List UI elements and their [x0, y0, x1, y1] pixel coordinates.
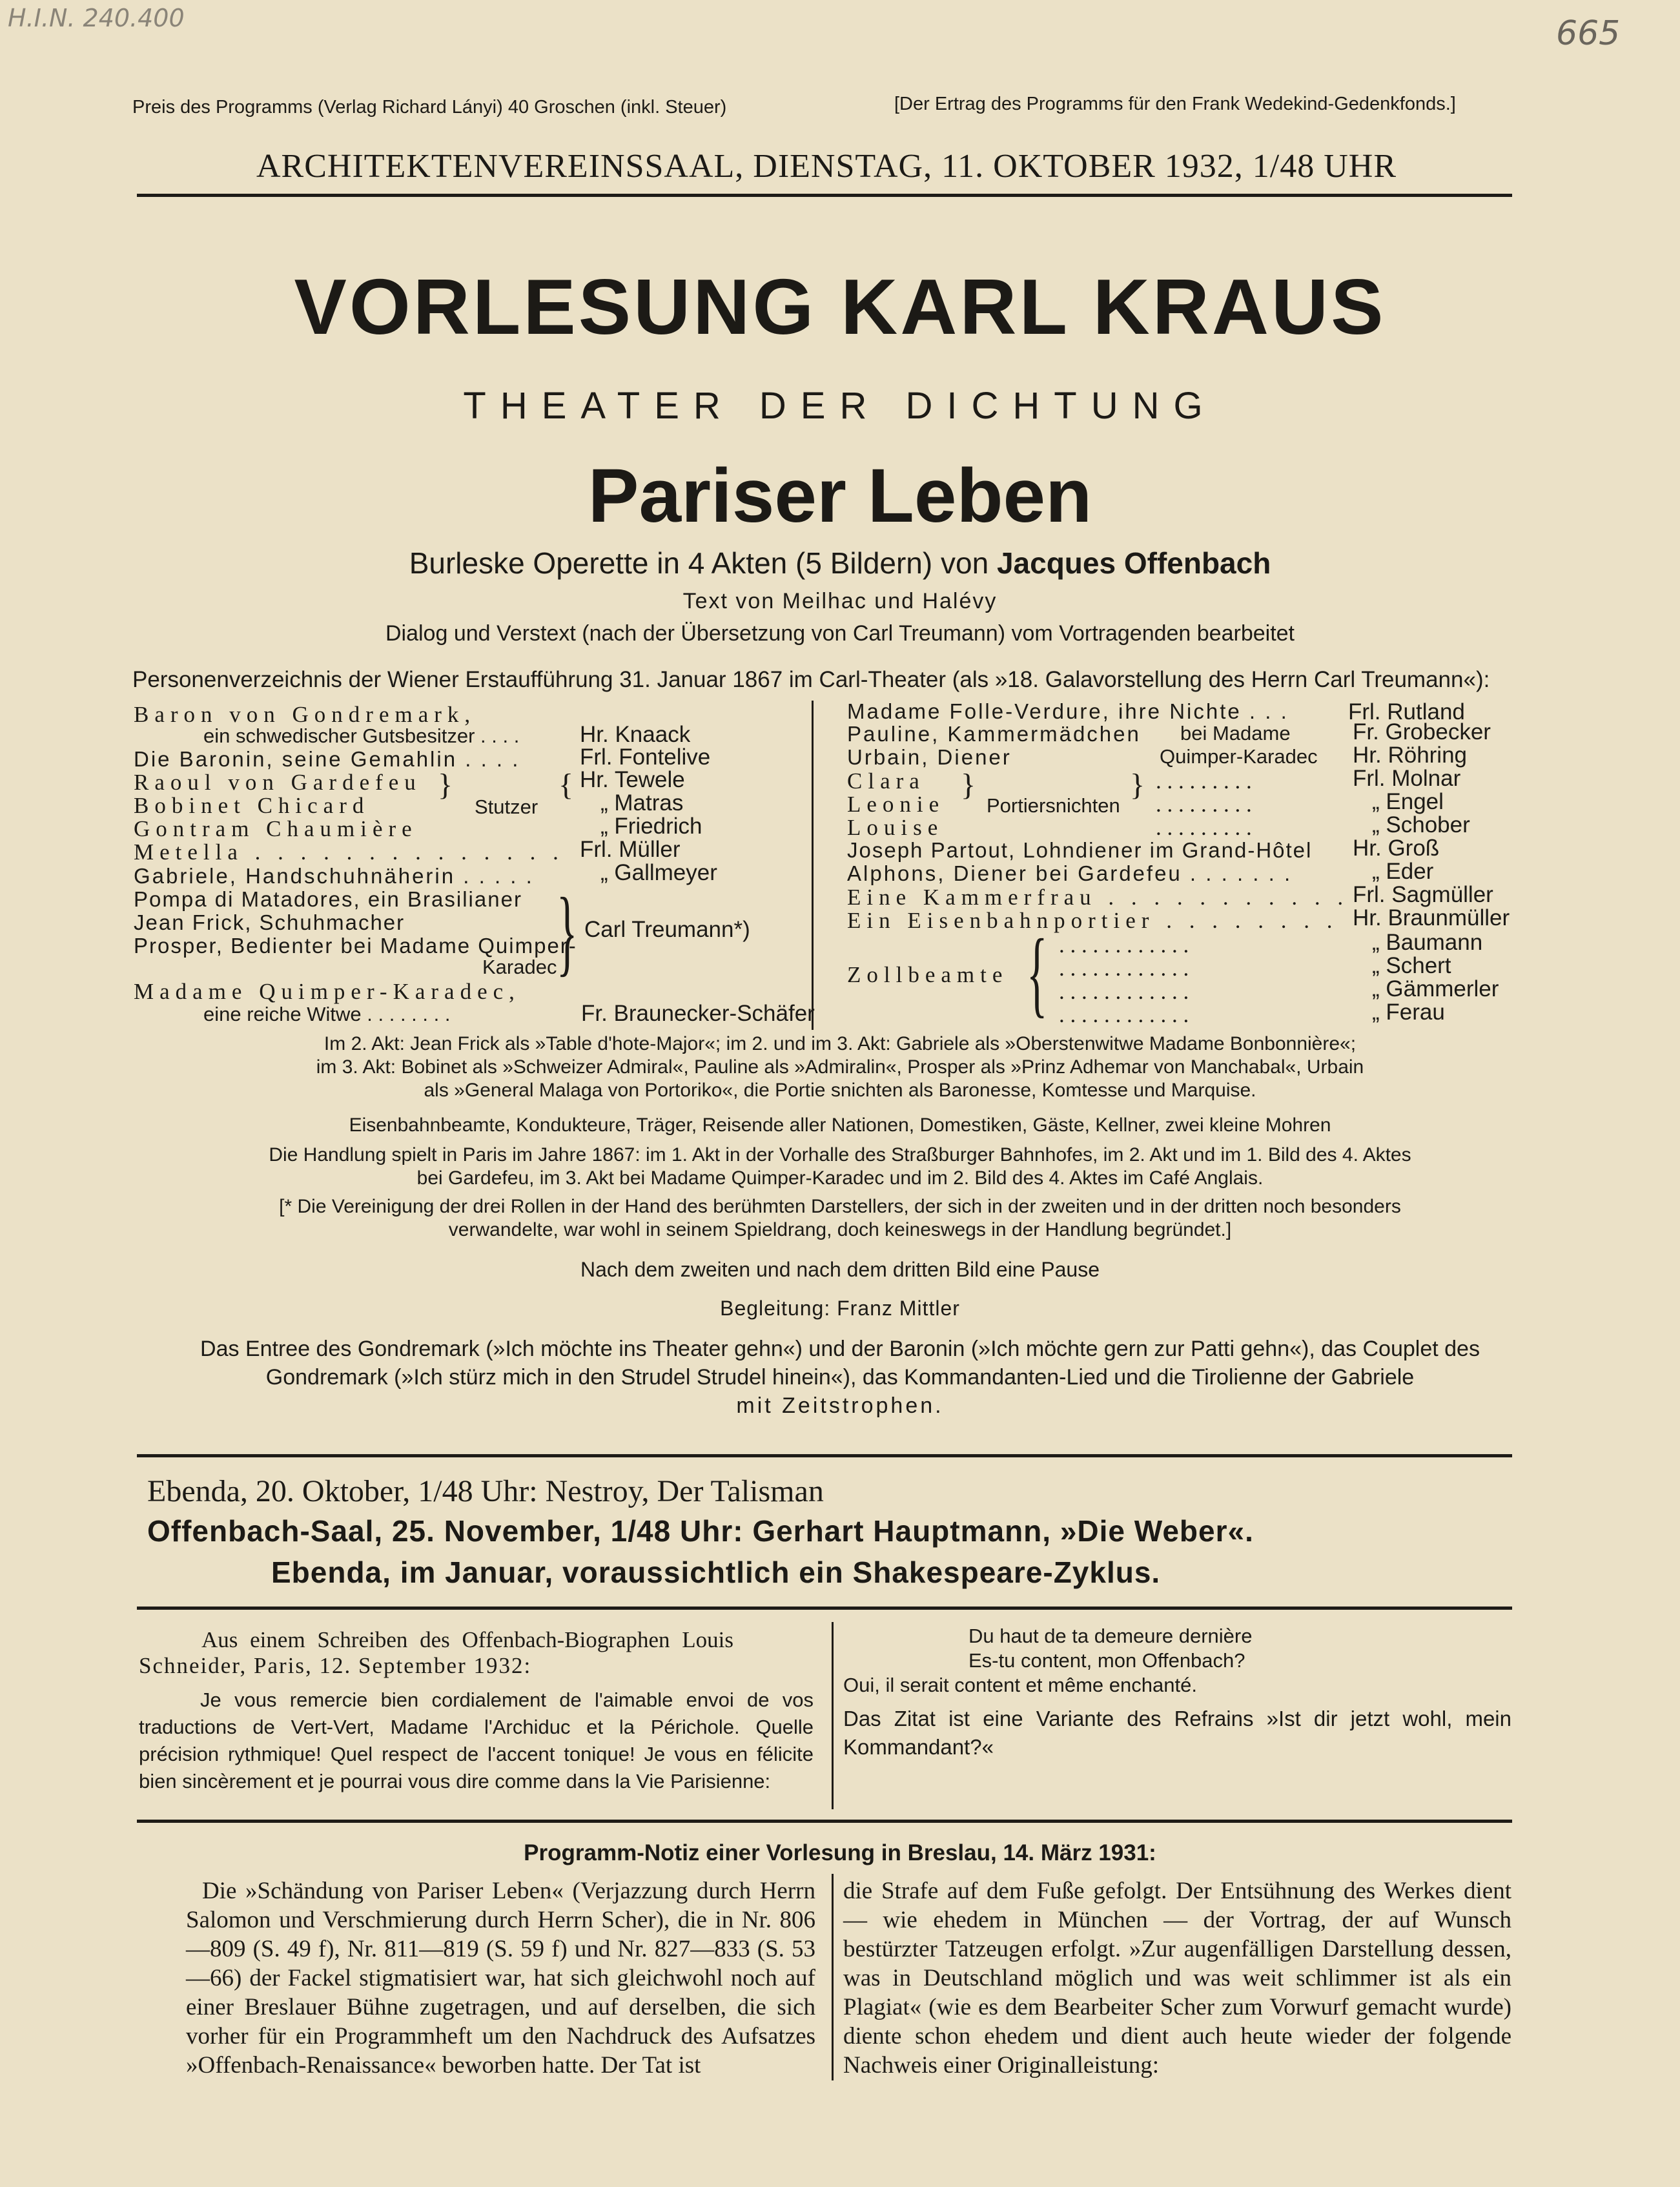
divider — [137, 1454, 1512, 1457]
roles-line-3: als »General Malaga von Portoriko«, die Portie snichten als Baronesse, Komtesse und Marquise. — [424, 1080, 1256, 1101]
verse-2: Es-tu content, mon Offenbach? — [968, 1649, 1245, 1672]
pause-note: Nach dem zweiten und nach dem dritten Bild eine Pause — [580, 1258, 1100, 1281]
entree-line-3: mit Zeitstrophen. — [736, 1393, 944, 1418]
quimper-karadec: Quimper-Karadec — [1160, 745, 1318, 768]
work-subtitle — [0, 546, 1680, 580]
upcoming-hauptmann: Offenbach-Saal, 25. November, 1/48 Uhr: Gerhart Hauptmann, »Die Weber«. — [147, 1514, 1254, 1548]
cast-bobinet: Bobinet Chicard — [134, 793, 370, 818]
cast-leonie: Leonie — [847, 792, 945, 817]
column-divider — [832, 1874, 834, 2080]
cast-portier: Ein Eisenbahnportier . . . . . . . . — [847, 908, 1338, 933]
cast-zollbeamte: Zollbeamte — [847, 962, 1009, 987]
upcoming-nestroy: Ebenda, 20. Oktober, 1/48 Uhr: Nestroy, Der Talisman — [147, 1474, 824, 1508]
entree-line-2: Gondremark (»Ich stürz mich in den Strudel Strudel hinein«), das Kommandanten-Lied und die Tirolienne der Gabriele — [265, 1365, 1415, 1390]
actor-treumann: Carl Treumann*) — [584, 917, 750, 942]
notice-column-2: die Strafe auf dem Fuße gefolgt. Der Entsühnung des Werkes dient — wie ehedem in München — der Vortrag, der auf Wunsch bestürzter Tatzeugen erfolgt. »Zur augenfälligen Darstellung dessen, was in Deutschland möglich und was weit schlimmer ist als ein Plagiat« (wie es dem Bearbeiter Scher zum Vorwurf gemacht wurde) diente schon ehedem und dient auch heute wieder der folgende Nachweis einer Originalleistung: — [843, 1878, 1511, 2079]
cast-folle: Madame Folle-Verdure, ihre Nichte . . . — [847, 699, 1289, 723]
cast-clara: Clara — [847, 768, 925, 794]
brace-portiers-left: } — [961, 768, 976, 802]
actor-engel: „ Engel — [1372, 789, 1444, 814]
column-divider — [832, 1622, 834, 1809]
actor-friedrich: „ Friedrich — [600, 814, 702, 839]
cast-pauline: Pauline, Kammermädchen — [847, 722, 1141, 746]
actor-knaack: Hr. Knaack — [580, 722, 691, 747]
brace-stutzer-left: } — [438, 768, 453, 802]
setting-line-2: bei Gardefeu, im 3. Akt bei Madame Quimper-Karadec und im 2. Bild des 4. Aktes im Café Anglais. — [416, 1167, 1264, 1189]
actor-mueller: Frl. Müller — [580, 837, 681, 862]
cast-gondremark: Baron von Gondremark, — [134, 702, 476, 727]
zitat-note: Das Zitat ist eine Variante des Refrains »Ist dir jetzt wohl, mein Kommandant?« — [843, 1707, 1511, 1759]
actor-rutland: Frl. Rutland — [1348, 699, 1465, 724]
dots-zoll-3: . . . . . . . . . . . . — [1059, 979, 1189, 1004]
upcoming-shakespeare: Ebenda, im Januar, voraussichtlich ein Shakespeare-Zyklus. — [271, 1556, 1161, 1589]
dots-leonie: . . . . . . . . . — [1156, 792, 1252, 817]
notice-heading: Programm-Notiz einer Vorlesung in Breslau, 14. März 1931: — [524, 1840, 1156, 1865]
librettists: Text von Meilhac und Halévy — [682, 589, 998, 613]
actor-ferau: „ Ferau — [1372, 1000, 1445, 1025]
actor-braunmueller: Hr. Braunmüller — [1353, 905, 1510, 930]
actor-gross: Hr. Groß — [1353, 836, 1440, 861]
cast-louise: Louise — [847, 815, 944, 840]
actor-baumann: „ Baumann — [1372, 930, 1483, 955]
dots-zoll-1: . . . . . . . . . . . . — [1059, 932, 1189, 958]
column-divider — [812, 701, 814, 1030]
series-title: THEATER DER DICHTUNG — [463, 385, 1217, 427]
dialog-note: Dialog und Verstext (nach der Übersetzung von Carl Treumann) vom Vortragenden bearbeitet — [385, 621, 1295, 646]
cast-metella: Metella . . . . . . . . . . . . . . — [134, 839, 564, 865]
roles-line-1: Im 2. Akt: Jean Frick als »Table d'hote-Major«; im 2. und im 3. Akt: Gabriele als »Oberstenwitwe Madame Bonbonnière«; — [323, 1033, 1357, 1054]
price-note: Preis des Programms (Verlag Richard Lányi) 40 Groschen (inkl. Steuer) — [132, 97, 727, 118]
proceeds-note: [Der Ertrag des Programms für den Frank Wedekind-Gedenkfonds.] — [894, 94, 1456, 114]
page-number: 665 — [1556, 14, 1621, 53]
notice-column-1: Die »Schändung von Pariser Leben« (Verjazzung durch Herrn Salomon und Verschmierung durch Herrn Scher), die in Nr. 806—809 (S. 49 f), Nr. 811—819 (S. 59 f) und Nr. 827—833 (S. 53—66) der Fackel stigmatisiert war, hat sich gleichwohl noch auf einer Breslauer Bühne zugetragen, und auf derselben, die sich vorher für ein Programmheft um den Nachdruck des Aufsatzes »Offenbach-Renaissance« beworben hatte. Der Tat ist — [186, 1878, 815, 2079]
cast-joseph: Joseph Partout, Lohndiener im Grand-Hôtel — [847, 838, 1313, 862]
actor-sagmueller: Frl. Sagmüller — [1353, 882, 1493, 907]
venue-line: ARCHITEKTENVEREINSSAAL, DIENSTAG, 11. OKTOBER 1932, 1/48 UHR — [256, 148, 1397, 185]
divider — [137, 1820, 1512, 1823]
dots-zoll-2: . . . . . . . . . . . . — [1059, 956, 1189, 981]
verse-3: Oui, il serait content et même enchanté. — [843, 1674, 1197, 1696]
divider — [137, 1607, 1512, 1610]
cast-prosper-cont: Karadec — [482, 956, 557, 978]
cast-quimper-desc: eine reiche Witwe . . . . . . . . — [203, 1003, 451, 1025]
archive-mark: H.I.N. 240.400 — [8, 4, 185, 32]
entree-line-1: Das Entree des Gondremark (»Ich möchte ins Theater gehn«) und der Baronin (»Ich möchte gern zur Patti gehn«), das Couplet des — [200, 1337, 1480, 1361]
dots-louise: . . . . . . . . . — [1156, 815, 1252, 840]
brace-portiers-right: } — [1130, 768, 1145, 802]
extras-line: Eisenbahnbeamte, Kondukteure, Träger, Reisende aller Nationen, Domestiken, Gäste, Kellner, zwei kleine Mohren — [349, 1114, 1331, 1136]
bei-madame: bei Madame — [1180, 722, 1291, 744]
footnote-line-2: verwandelte, war wohl in seinem Spieldrang, doch keineswegs in der Handlung begründet.] — [448, 1219, 1232, 1240]
actor-matras: „ Matras — [600, 790, 684, 816]
actor-tewele: Hr. Tewele — [580, 767, 685, 792]
cast-alphons: Alphons, Diener bei Gardefeu . . . . . . . — [847, 861, 1293, 885]
actor-eder: „ Eder — [1372, 859, 1434, 884]
subtitle-text: Burleske Operette in 4 Akten (5 Bildern) von — [409, 546, 997, 580]
actor-grobecker: Fr. Grobecker — [1353, 719, 1491, 744]
dots-clara: . . . . . . . . . — [1156, 768, 1252, 794]
cast-kammerfrau: Eine Kammerfrau . . . . . . . . . . . — [847, 885, 1349, 910]
letter-french: Je vous remercie bien cordialement de l'aimable envoi de vos traductions de Vert-Vert, Madame l'Archiduc et la Périchole. Quelle précision rythmique! Quel respect de l'accent tonique! Je vous en félicite bien sincèrement et je pourrai vous dire comme dans la Vie Parisienne: — [139, 1689, 814, 1792]
cast-raoul: Raoul von Gardefeu — [134, 770, 422, 795]
actor-gaemmerler: „ Gämmerler — [1372, 976, 1499, 1001]
verse-1: Du haut de ta demeure dernière — [968, 1625, 1253, 1647]
dots-zoll-4: . . . . . . . . . . . . — [1059, 1002, 1189, 1027]
actor-molnar: Frl. Molnar — [1353, 766, 1461, 791]
roles-line-2: im 3. Akt: Bobinet als »Schweizer Admiral«, Pauline als »Admiralin«, Prosper als »Prinz Adhemar von Manchabal«, Urbain — [316, 1056, 1364, 1078]
cast-prosper: Prosper, Bedienter bei Madame Quimper- — [134, 934, 577, 958]
actor-gallmeyer: „ Gallmeyer — [600, 860, 717, 885]
actor-fontelive: Frl. Fontelive — [580, 744, 711, 770]
page-title: VORLESUNG KARL KRAUS — [294, 263, 1386, 351]
cast-pompa: Pompa di Matadores, ein Brasilianer — [134, 887, 522, 911]
stutzer-label: Stutzer — [475, 796, 538, 818]
cast-jean: Jean Frick, Schuhmacher — [134, 910, 405, 934]
letter-intro-2: Schneider, Paris, 12. September 1932: — [139, 1653, 532, 1678]
cast-heading: Personenverzeichnis der Wiener Erstaufführung 31. Januar 1867 im Carl-Theater (als »18. Galavorstellung des Herrn Carl Treumann«): — [132, 667, 1490, 692]
brace-treumann: } — [557, 878, 578, 985]
cast-gondremark-desc: ein schwedischer Gutsbesitzer . . . . — [203, 724, 520, 747]
brace-stutzer-right: { — [558, 768, 574, 802]
composer-name: Jacques Offenbach — [996, 546, 1271, 580]
brace-zoll: { — [1027, 919, 1048, 1027]
accompaniment: Begleitung: Franz Mittler — [720, 1297, 960, 1320]
divider — [137, 194, 1512, 197]
actor-roehring: Hr. Röhring — [1353, 743, 1468, 768]
setting-line-1: Die Handlung spielt in Paris im Jahre 1867: im 1. Akt in der Vorhalle des Straßburger Bahnhofes, im 2. Akt und im 1. Bild des 4. Aktes — [269, 1144, 1411, 1165]
cast-gontram: Gontram Chaumière — [134, 816, 418, 841]
work-title: Pariser Leben — [588, 453, 1092, 539]
cast-baronin: Die Baronin, seine Gemahlin . . . . — [134, 747, 520, 771]
letter-intro-1: Aus einem Schreiben des Offenbach-Biographen Louis — [201, 1627, 733, 1652]
cast-quimper: Madame Quimper-Karadec, — [134, 979, 520, 1004]
cast-gabriele: Gabriele, Handschuhnäherin . . . . . — [134, 864, 534, 888]
cast-urbain: Urbain, Diener — [847, 745, 1012, 769]
actor-braunecker: Fr. Braunecker-Schäfer — [581, 1001, 815, 1026]
actor-schert: „ Schert — [1372, 953, 1451, 978]
portiers-label: Portiersnichten — [987, 794, 1120, 817]
actor-schober: „ Schober — [1372, 812, 1470, 837]
footnote-line-1: [* Die Vereinigung der drei Rollen in der Hand des berühmten Darstellers, der sich in der zweiten und in der dritten noch besonders — [279, 1196, 1401, 1217]
